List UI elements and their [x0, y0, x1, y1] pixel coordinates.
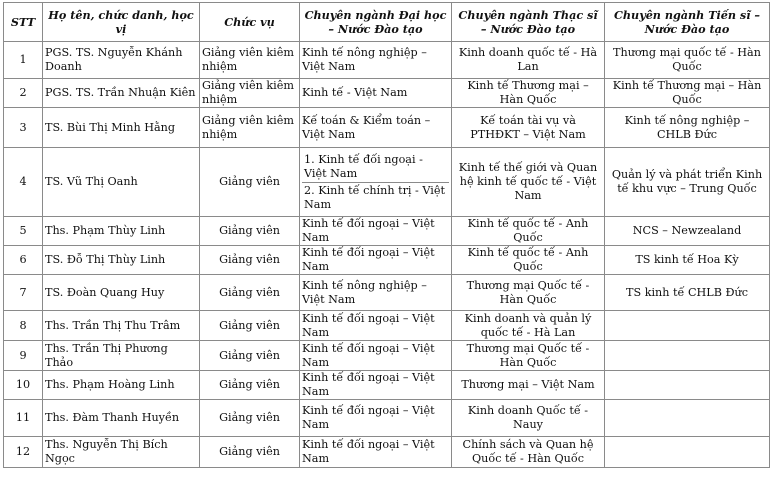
cell-position: Giảng viên	[200, 246, 300, 275]
cell-name: Ths. Nguyễn Thị Bích Ngọc	[43, 437, 200, 468]
header-masters: Chuyên ngành Thạc sĩ – Nước Đào tạo	[452, 3, 605, 42]
header-row	[4, 3, 770, 42]
table-row	[4, 217, 770, 246]
cell-university: Kinh tế nông nghiệp – Việt Nam	[300, 42, 452, 79]
cell-name: Ths. Phạm Hoàng Linh	[43, 371, 200, 400]
cell-name: Ths. Đàm Thanh Huyền	[43, 400, 200, 437]
cell-masters: Kinh doanh quốc tế - Hà Lan	[452, 42, 605, 79]
cell-position: Giảng viên	[200, 400, 300, 437]
cell-masters: Kinh doanh và quản lý quốc tế - Hà Lan	[452, 311, 605, 341]
cell-university: Kinh tế đối ngoại – Việt Nam	[300, 246, 452, 275]
cell-position: Giảng viên	[200, 217, 300, 246]
table-row	[4, 341, 770, 371]
cell-university: Kinh tế đối ngoại – Việt Nam	[300, 341, 452, 371]
cell-masters: Kinh tế quốc tế - Anh Quốc	[452, 246, 605, 275]
cell-phd	[605, 437, 770, 468]
cell-position: Giảng viên kiêm nhiệm	[200, 79, 300, 108]
cell-university: Kinh tế nông nghiệp – Việt Nam	[300, 275, 452, 311]
cell-masters: Thương mại – Việt Nam	[452, 371, 605, 400]
cell-name: PGS. TS. Nguyễn Khánh Doanh	[43, 42, 200, 79]
cell-masters: Thương mại Quốc tế - Hàn Quốc	[452, 275, 605, 311]
table-row	[4, 246, 770, 275]
cell-masters: Thương mại Quốc tế - Hàn Quốc	[452, 341, 605, 371]
cell-name: TS. Bùi Thị Minh Hằng	[43, 108, 200, 148]
cell-stt: 2	[4, 79, 43, 108]
cell-position: Giảng viên	[200, 275, 300, 311]
cell-stt: 4	[4, 148, 43, 217]
cell-phd	[605, 371, 770, 400]
cell-stt: 8	[4, 311, 43, 341]
cell-stt: 1	[4, 42, 43, 79]
cell-name: TS. Vũ Thị Oanh	[43, 148, 200, 217]
table-header	[4, 3, 770, 42]
cell-position: Giảng viên	[200, 341, 300, 371]
cell-position: Giảng viên	[200, 437, 300, 468]
cell-university: Kinh tế - Việt Nam	[300, 79, 452, 108]
table-row	[4, 79, 770, 108]
cell-name: TS. Đoàn Quang Huy	[43, 275, 200, 311]
cell-phd: Quản lý và phát triển Kinh tế khu vực – Trung Quốc	[605, 148, 770, 217]
cell-position: Giảng viên kiêm nhiệm	[200, 42, 300, 79]
cell-phd: Kinh tế Thương mại – Hàn Quốc	[605, 79, 770, 108]
table-body	[4, 42, 770, 468]
cell-stt: 5	[4, 217, 43, 246]
header-university: Chuyên ngành Đại học – Nước Đào tạo	[300, 3, 452, 42]
header-position: Chức vụ	[200, 3, 300, 42]
cell-position: Giảng viên	[200, 311, 300, 341]
table-row	[4, 275, 770, 311]
cell-university: Kinh tế đối ngoại – Việt Nam	[300, 217, 452, 246]
header-name: Họ tên, chức danh, học vị	[43, 3, 200, 42]
cell-stt: 3	[4, 108, 43, 148]
cell-name: PGS. TS. Trần Nhuận Kiên	[43, 79, 200, 108]
cell-stt: 7	[4, 275, 43, 311]
cell-masters: Chính sách và Quan hệ Quốc tế - Hàn Quốc	[452, 437, 605, 468]
table-row	[4, 108, 770, 148]
table-row	[4, 311, 770, 341]
cell-name: Ths. Trần Thị Phương Thảo	[43, 341, 200, 371]
header-stt: STT	[4, 3, 43, 42]
cell-masters: Kinh tế Thương mại – Hàn Quốc	[452, 79, 605, 108]
table-row	[4, 437, 770, 468]
cell-university: Kinh tế đối ngoại – Việt Nam	[300, 437, 452, 468]
university-entry: 2. Kinh tế chính trị - Việt Nam	[302, 182, 449, 213]
cell-phd	[605, 400, 770, 437]
cell-position: Giảng viên kiêm nhiệm	[200, 108, 300, 148]
cell-stt: 12	[4, 437, 43, 468]
staff-table	[3, 2, 770, 468]
cell-masters: Kinh doanh Quốc tế - Nauy	[452, 400, 605, 437]
cell-phd: Kinh tế nông nghiệp – CHLB Đức	[605, 108, 770, 148]
header-phd: Chuyên ngành Tiến sĩ – Nước Đào tạo	[605, 3, 770, 42]
cell-phd: TS kinh tế Hoa Kỳ	[605, 246, 770, 275]
cell-name: Ths. Trần Thị Thu Trâm	[43, 311, 200, 341]
cell-masters: Kế toán tài vụ và PTHĐKT – Việt Nam	[452, 108, 605, 148]
table-row	[4, 42, 770, 79]
cell-phd: TS kinh tế CHLB Đức	[605, 275, 770, 311]
cell-university: Kế toán & Kiểm toán – Việt Nam	[300, 108, 452, 148]
cell-university: Kinh tế đối ngoại – Việt Nam	[300, 400, 452, 437]
cell-university: Kinh tế đối ngoại – Việt Nam	[300, 371, 452, 400]
cell-phd	[605, 341, 770, 371]
cell-stt: 9	[4, 341, 43, 371]
cell-stt: 10	[4, 371, 43, 400]
table-row	[4, 148, 770, 217]
cell-stt: 11	[4, 400, 43, 437]
cell-phd	[605, 311, 770, 341]
table-row	[4, 371, 770, 400]
university-entry: 1. Kinh tế đối ngoại - Việt Nam	[304, 152, 423, 180]
cell-name: TS. Đỗ Thị Thùy Linh	[43, 246, 200, 275]
cell-university: Kinh tế đối ngoại – Việt Nam	[300, 311, 452, 341]
cell-phd: Thương mại quốc tế - Hàn Quốc	[605, 42, 770, 79]
cell-position: Giảng viên	[200, 371, 300, 400]
cell-masters: Kinh tế thế giới và Quan hệ kinh tế quốc tế - Việt Nam	[452, 148, 605, 217]
cell-phd: NCS – Newzealand	[605, 217, 770, 246]
table-row	[4, 400, 770, 437]
cell-stt: 6	[4, 246, 43, 275]
cell-position: Giảng viên	[200, 148, 300, 217]
cell-university	[300, 148, 452, 217]
cell-masters: Kinh tế quốc tế - Anh Quốc	[452, 217, 605, 246]
cell-name: Ths. Phạm Thùy Linh	[43, 217, 200, 246]
